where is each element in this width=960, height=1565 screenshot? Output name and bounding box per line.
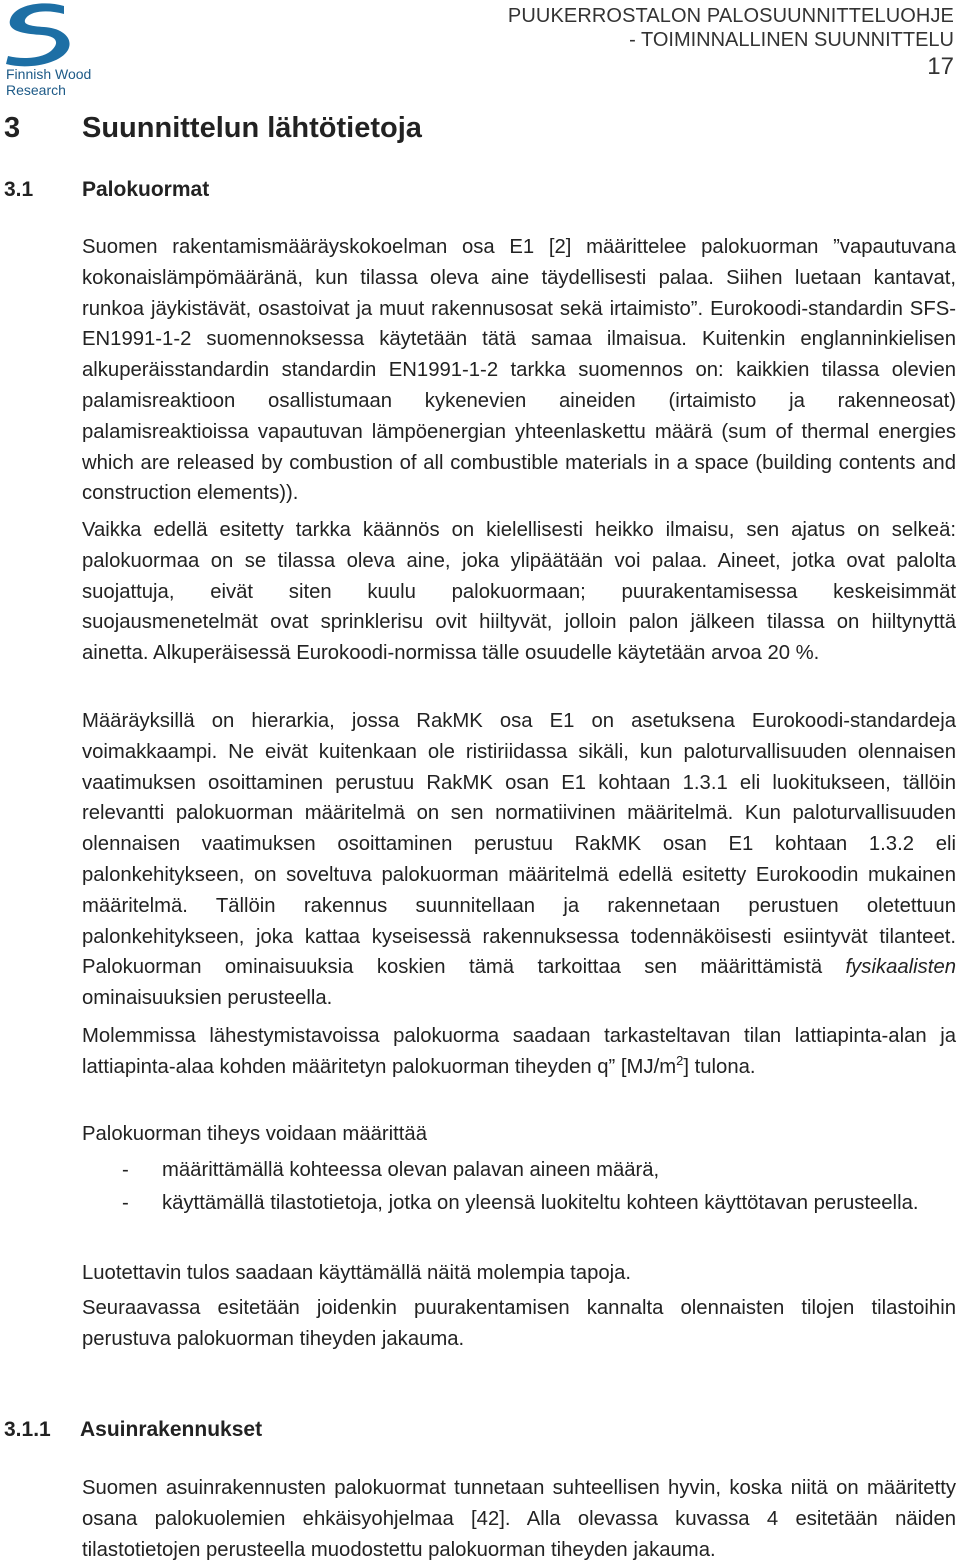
p3-italic-term: fysikaalisten [845, 956, 956, 979]
p3-text-b: ominaisuuksien perusteella. [82, 987, 333, 1010]
list-item-text: käyttämällä tilastotietoja, jotka on yleensä luokiteltu kohteen käyttötavan perusteella. [162, 1191, 919, 1214]
page-number: 17 [927, 53, 954, 80]
p4-superscript: 2 [676, 1053, 684, 1069]
p3-text-a: Määräyksillä on hierarkia, jossa RakMK osa E1 on asetuksena Eurokoodi-standardeja voimakkaampi. Ne eivät kuitenkaan ole ristiriidassa sikäli, kun paloturvallisuuden olennaisen vaatimuksen osoittaminen perustuu RakMK osan E1 kohtaan 1.3.1 eli luokitukseen, tällöin relevantti palokuorman määritelmä on sen normatiivinen määritelmä. Kun paloturvallisuuden olennaisen vaatimuksen osoittaminen perustuu RakMK osan E1 kohtaan 1.3.2 eli palonkehitykseen, on soveltuva palokuorman määritelmä edellä esitetty Eurokoodin mukainen määritelmä. Tällöin rakennus suunnitellaan ja rakennetaan perustuen oletettuun palonkehitykseen, joka kattaa kyseisessä rakennuksessa todennäköisesti esiintyvät tilanteet. Palokuorman ominaisuuksia koskien tämä tarkoittaa sen määrittämistä [82, 710, 956, 979]
list-item [82, 1155, 956, 1186]
list-marker: - [122, 1191, 129, 1214]
paragraph-fire-load-definition: Suomen rakentamismääräyskokoelman osa E1 [2] määrittelee palokuorman ”vapautuvana kokonaislämpömääränä, kun tilassa oleva aine täydellisesti palaa. Siihen luetaan kantavat, runkoa jäykistävät, osastoivat ja muut rakennusosat sekä irtaimisto”. Eurokoodi-standardin SFS-EN1991-1-2 suomennoksessa käytetään tätä samaa ilmaisua. Kuitenkin englanninkielisen alkuperäisstandardin standardin EN1991-1-2 tarkka suomennos on: kaikkien tilassa olevien palamisreaktioon osallistumaan kykenevien aineiden (irtaimisto ja rakenneosat) palamisreaktioissa vapautuvan lämpöenergian yhteenlaskettu määrä (sum of thermal energies which are released by combustion of all combustible materials in a space (building contents and construction elements)). [82, 236, 956, 505]
paragraph-residential: Suomen asuinrakennusten palokuormat tunnetaan suhteellisen hyvin, koska niitä on määritetty osana palokuolemien ehkäisyohjelmaa [42]. Alla olevassa kuvassa 4 esitetään näiden tilastotietojen perusteella muodostettu palokuorman tiheyden jakauma. [82, 1477, 956, 1561]
list-item [82, 1188, 956, 1219]
subsubsection-title: Asuinrakennukset [80, 1418, 263, 1441]
subsubsection-number: 3.1.1 [4, 1418, 51, 1441]
subsection-heading [4, 178, 209, 202]
paragraph-following: Seuraavassa esitetään joidenkin puurakentamisen kannalta olennaisten tilojen tilastoihin perustuva palokuorman tiheyden jakauma. [82, 1297, 956, 1350]
paragraph-translation-note: Vaikka edellä esitetty tarkka käännös on kielellisesti heikko ilmaisu, sen ajatus on selkeä: palokuormaa on se tilassa oleva aine, joka ylipäätään voi palaa. Aineet, jotka ovat palolta suojattuja, eivät siten kuulu palokuormaan; puurakentamisessa keskeisimmät suojausmenetelmät ovat sprinklerisu ovit hiiltyvät, jolloin palon jälkeen tilassa on hiiltynyttä ainetta. Alkuperäisessä Eurokoodi-normissa tälle osuudelle käytetään arvoa 20 %. [82, 519, 956, 665]
paragraph-hierarchy [82, 706, 956, 1014]
doc-title-line1: PUUKERROSTALON PALOSUUNNITTELUOHJE [507, 5, 954, 27]
density-methods-list [82, 1155, 956, 1221]
paragraph-reliable-result: Luotettavin tulos saadaan käyttämällä näitä molempia tapoja. [82, 1262, 632, 1284]
subsection-number: 3.1 [4, 178, 34, 201]
doc-title-line2: - TOIMINNALLINEN SUUNNITTELU [629, 29, 954, 51]
logo-text-line1: Finnish Wood [6, 66, 92, 82]
running-header [508, 4, 954, 82]
section-title: Suunnittelun lähtötietoja [82, 112, 422, 144]
section-heading [4, 112, 422, 145]
finnish-wood-research-logo [4, 2, 104, 98]
logo-text [6, 66, 91, 98]
logo-s-mark-icon [4, 2, 74, 68]
paragraph-density-intro: Palokuorman tiheys voidaan määrittää [82, 1123, 427, 1145]
list-marker: - [122, 1159, 129, 1181]
section-number: 3 [4, 112, 21, 144]
p4-text-b: ] tulona. [683, 1055, 756, 1078]
p4-text-a: Molemmissa lähestymistavoissa palokuorma saadaan tarkasteltavan tilan lattiapinta-alan ja lattiapinta-alaa kohden määritetyn palokuorman tiheyden q” [MJ/m [82, 1025, 956, 1078]
subsubsection-heading [4, 1418, 262, 1442]
subsection-title: Palokuormat [82, 178, 210, 201]
list-item-text: määrittämällä kohteessa olevan palavan aineen määrä, [162, 1159, 660, 1181]
logo-text-line2: Research [6, 82, 66, 98]
paragraph-approaches [82, 1021, 956, 1083]
